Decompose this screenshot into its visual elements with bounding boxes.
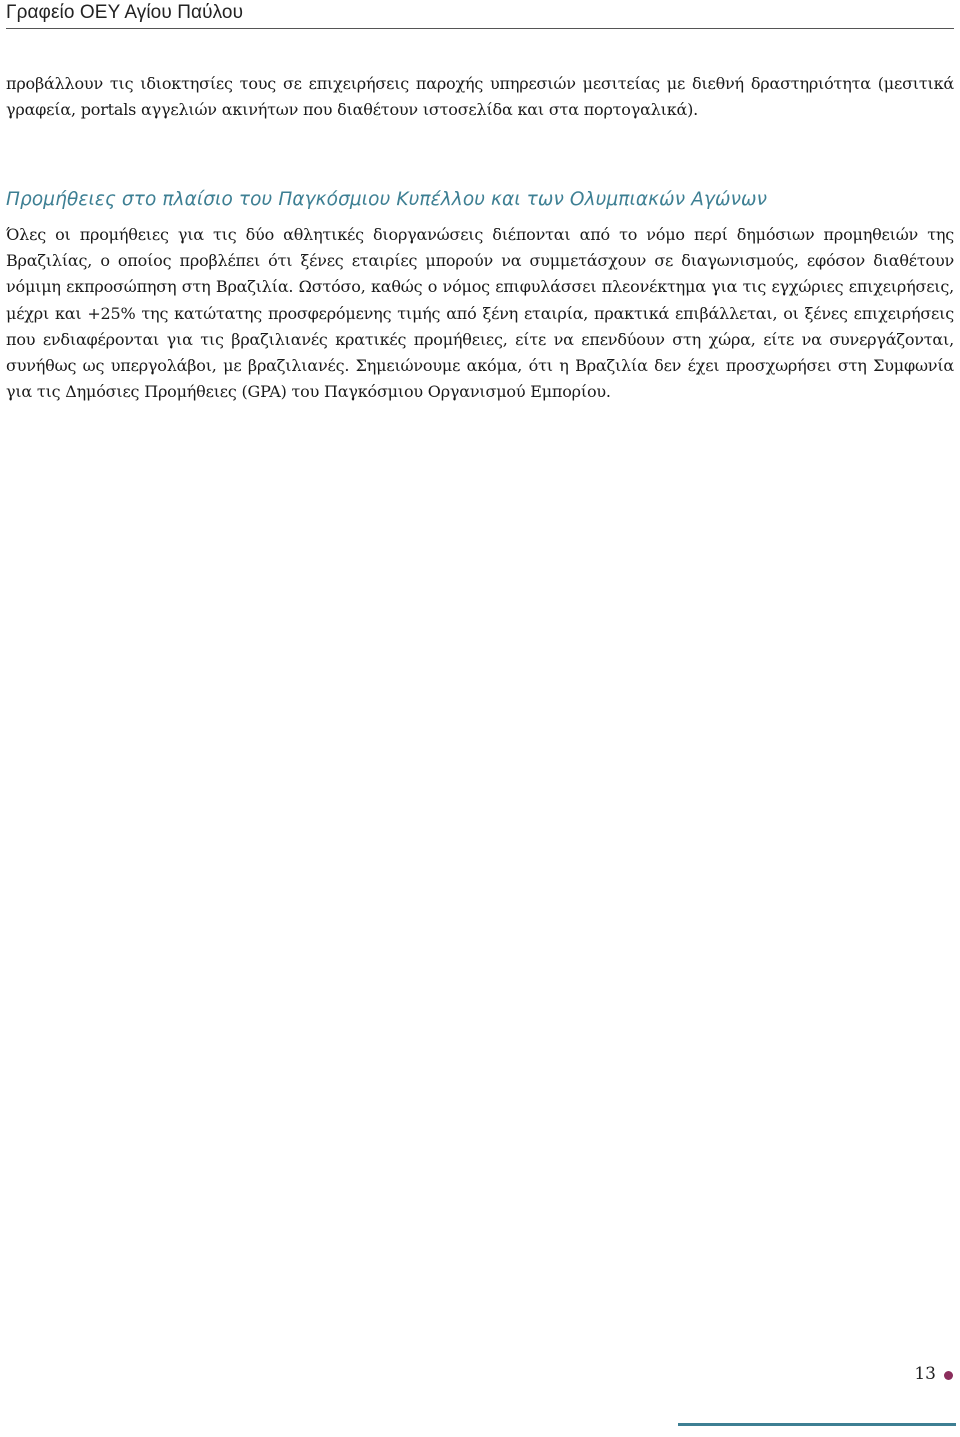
header-title: Γραφείο ΟΕΥ Αγίου Παύλου (6, 2, 244, 23)
main-paragraph: Όλες οι προμήθειες για τις δύο αθλητικές διοργανώσεις διέπονται από το νόμο περί δημόσιων προμηθειών της Βραζιλίας, ο οποίος προβλέπει ότι ξένες εταιρίες μπορούν να συμμετάσχουν σε διαγωνισμούς, εφόσον διαθέτουν νόμιμη εκπροσώπηση στη Βραζιλία. Ωστόσο, καθώς ο νόμος επιφυλάσσει πλεονέκτημα για τις εγχώριες επιχειρήσεις, μέχρι και +25% της κατώτατης προσφερόμενης τιμής από ξένη εταιρία, πρακτικά επιβάλλεται, οι ξένες επιχειρήσεις που ενδιαφέρονται για τις βραζιλιανές κρατικές προμήθειες, είτε να επενδύουν στη χώρα, είτε να συνεργάζονται, συνήθως ως υπεργολάβοι, με βραζιλιανές. Σημειώνουμε ακόμα, ότι η Βραζιλία δεν έχει προσχωρήσει στη Συμφωνία για τις Δημόσιες Προμήθειες (GPA) του Παγκόσμιου Οργανισμού Εμπορίου. (6, 225, 954, 402)
section-heading: Προμήθειες στο πλαίσιο του Παγκόσμιου Κυπέλλου και των Ολυμπιακών Αγώνων (6, 189, 768, 210)
page-header (6, 0, 954, 29)
page-number: 13 (914, 1364, 936, 1384)
footer-divider (678, 1423, 956, 1426)
page-number-dot-icon (944, 1371, 953, 1380)
intro-paragraph: προβάλλουν τις ιδιοκτησίες τους σε επιχειρήσεις παροχής υπηρεσιών μεσιτείας με διεθνή δραστηριότητα (μεσιτικά γραφεία, portals αγγελιών ακινήτων που διαθέτουν ιστοσελίδα και στα πορτογαλικά). (6, 74, 954, 120)
